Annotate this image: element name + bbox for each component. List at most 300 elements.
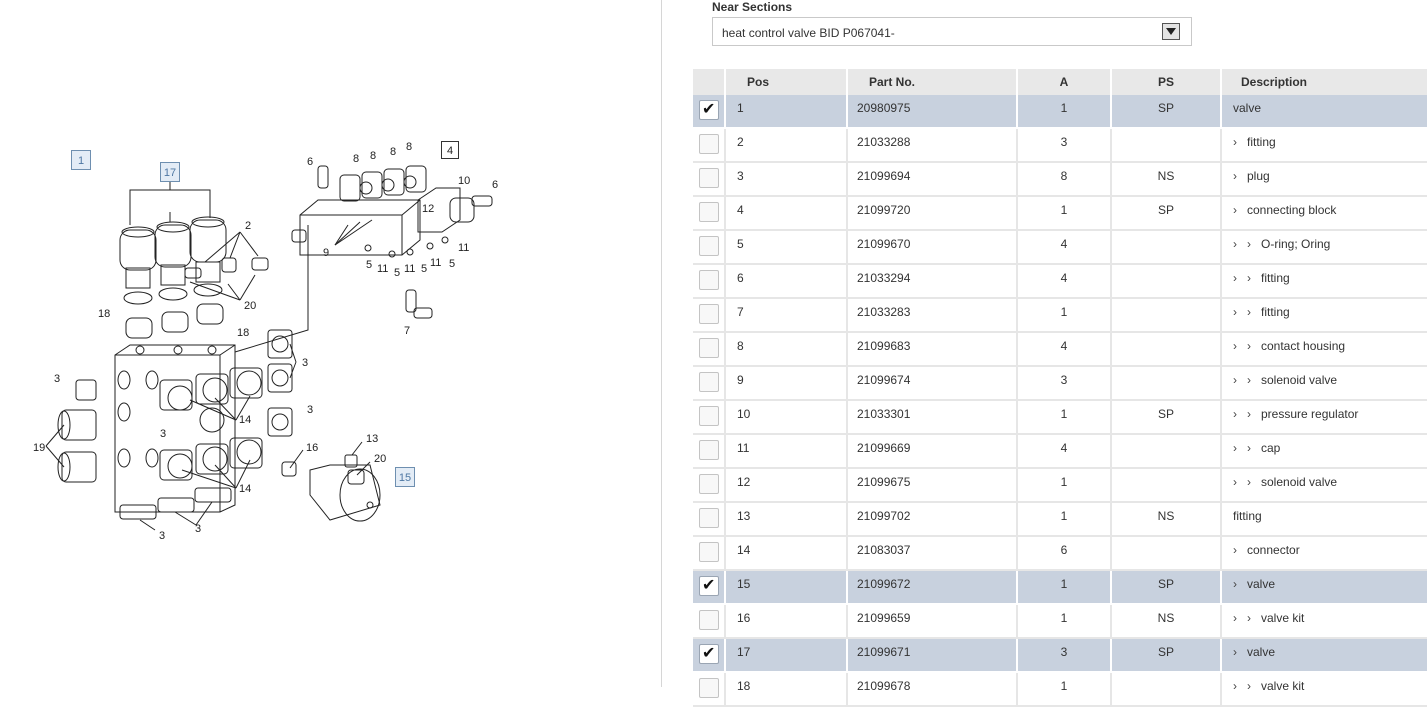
checkmark-icon: ✔ <box>702 645 716 662</box>
diagram-label: 14 <box>239 414 252 426</box>
cell-description <box>1221 332 1427 366</box>
description-wrap <box>1222 639 1427 659</box>
cell-ps-text <box>1112 367 1220 373</box>
description-text: cap <box>1261 441 1281 455</box>
table-row[interactable] <box>693 468 1427 502</box>
diagram-label: 8 <box>370 150 377 162</box>
table-row[interactable] <box>693 298 1427 332</box>
cell-quantity-text: 1 <box>1060 305 1068 319</box>
row-select-cell <box>693 298 725 332</box>
cell-ps <box>1111 502 1221 536</box>
cell-part-no-text: 21099672 <box>857 577 911 591</box>
cell-pos <box>725 162 847 196</box>
cell-ps-text: SP <box>1157 203 1174 217</box>
diagram-label: 6 <box>492 179 499 191</box>
diagram-label: 11 <box>404 263 416 275</box>
diagram-label: 5 <box>366 259 373 271</box>
row-checkbox[interactable] <box>699 576 719 596</box>
row-checkbox[interactable] <box>699 372 719 392</box>
exploded-diagram-pane <box>0 0 662 687</box>
description-wrap <box>1222 401 1427 421</box>
description-wrap <box>1222 469 1427 489</box>
chevron-right-icon: › <box>1233 577 1237 591</box>
cell-ps-text <box>1112 435 1220 441</box>
description-wrap <box>1222 95 1427 115</box>
table-row[interactable] <box>693 196 1427 230</box>
diagram-label: 20 <box>374 453 387 465</box>
cell-pos-text: 15 <box>737 577 751 591</box>
description-text: valve kit <box>1261 611 1305 625</box>
cell-pos-text: 11 <box>737 441 750 455</box>
diagram-label: 6 <box>307 156 314 168</box>
chevron-right-icon: › <box>1247 373 1251 387</box>
cell-pos <box>725 264 847 298</box>
cell-ps-text <box>1112 333 1220 339</box>
near-sections-label: Near Sections <box>712 0 793 14</box>
cell-pos <box>725 604 847 638</box>
row-checkbox[interactable] <box>699 134 719 154</box>
chevron-right-icon: › <box>1247 407 1251 421</box>
row-select-cell <box>693 604 725 638</box>
diagram-label: 11 <box>458 242 470 254</box>
chevron-right-icon: › <box>1233 475 1237 489</box>
cell-ps <box>1111 570 1221 604</box>
cell-description <box>1221 468 1427 502</box>
table-row[interactable] <box>693 366 1427 400</box>
description-wrap <box>1222 673 1427 693</box>
cell-pos <box>725 196 847 230</box>
cell-part-no <box>847 570 1017 604</box>
row-checkbox[interactable] <box>699 644 719 664</box>
cell-quantity <box>1017 604 1111 638</box>
cell-pos <box>725 468 847 502</box>
cell-ps-text: NS <box>1157 509 1175 523</box>
description-text: solenoid valve <box>1261 475 1338 489</box>
cell-part-no-text: 21033283 <box>857 305 911 319</box>
cell-part-no-text: 21033294 <box>857 271 911 285</box>
cell-quantity-text: 3 <box>1060 373 1068 387</box>
chevron-right-icon: › <box>1247 475 1251 489</box>
cell-part-no-text: 21099669 <box>857 441 911 455</box>
description-wrap <box>1222 571 1427 591</box>
cell-pos-text: 10 <box>737 407 751 421</box>
description-wrap <box>1222 231 1427 251</box>
description-wrap <box>1222 163 1427 183</box>
row-select-cell <box>693 332 725 366</box>
cell-pos-text: 5 <box>737 237 744 251</box>
diagram-label: 3 <box>195 523 202 535</box>
description-wrap <box>1222 299 1427 319</box>
cell-quantity-text: 1 <box>1060 577 1068 591</box>
row-checkbox[interactable] <box>699 508 719 528</box>
row-checkbox[interactable] <box>699 440 719 460</box>
chevron-right-icon: › <box>1233 339 1237 353</box>
chevron-right-icon: › <box>1233 271 1237 285</box>
cell-part-no-text: 21099702 <box>857 509 911 523</box>
near-sections-selected-value: heat control valve BID P067041- <box>722 26 895 40</box>
cell-quantity-text: 6 <box>1060 543 1068 557</box>
description-text: pressure regulator <box>1261 407 1359 421</box>
cell-quantity <box>1017 434 1111 468</box>
cell-description <box>1221 570 1427 604</box>
dropdown-arrow-button[interactable] <box>1162 23 1180 40</box>
chevron-right-icon: › <box>1233 543 1237 557</box>
cell-description <box>1221 366 1427 400</box>
row-checkbox[interactable] <box>699 406 719 426</box>
table-row[interactable] <box>693 638 1427 672</box>
chevron-right-icon: › <box>1233 645 1237 659</box>
cell-ps-text: NS <box>1157 611 1175 625</box>
cell-part-no <box>847 434 1017 468</box>
cell-ps <box>1111 468 1221 502</box>
cell-ps-text <box>1112 231 1220 237</box>
chevron-right-icon: › <box>1233 169 1237 183</box>
cell-ps <box>1111 332 1221 366</box>
cell-pos <box>725 570 847 604</box>
chevron-right-icon: › <box>1233 611 1237 625</box>
diagram-label: 19 <box>33 442 46 454</box>
cell-pos-text: 1 <box>737 101 744 115</box>
cell-pos-text: 7 <box>737 305 744 319</box>
cell-part-no <box>847 672 1017 706</box>
cell-description <box>1221 434 1427 468</box>
chevron-right-icon: › <box>1233 373 1237 387</box>
description-text: fitting <box>1233 509 1262 523</box>
row-checkbox[interactable] <box>699 542 719 562</box>
row-checkbox[interactable] <box>699 270 719 290</box>
callout-4[interactable]: 4 <box>441 141 459 159</box>
chevron-right-icon: › <box>1233 135 1237 149</box>
diagram-label: 16 <box>306 442 319 454</box>
diagram-label: 9 <box>323 247 330 259</box>
row-checkbox[interactable] <box>699 304 719 324</box>
cell-ps-text <box>1112 673 1220 679</box>
row-select-cell <box>693 638 725 672</box>
cell-quantity-text: 3 <box>1060 645 1068 659</box>
description-text: O-ring; Oring <box>1261 237 1331 251</box>
header-description[interactable]: Description <box>1221 69 1427 95</box>
cell-ps <box>1111 638 1221 672</box>
checkmark-icon: ✔ <box>702 101 716 118</box>
description-text: valve kit <box>1261 679 1305 693</box>
row-select-cell <box>693 366 725 400</box>
cell-description <box>1221 264 1427 298</box>
cell-quantity-text: 4 <box>1060 441 1068 455</box>
cell-quantity <box>1017 400 1111 434</box>
diagram-label: 3 <box>160 428 167 440</box>
cell-description <box>1221 604 1427 638</box>
row-checkbox[interactable] <box>699 168 719 188</box>
cell-ps-text <box>1112 265 1220 271</box>
cell-description <box>1221 400 1427 434</box>
cell-part-no <box>847 468 1017 502</box>
row-select-cell <box>693 230 725 264</box>
cell-quantity-text: 1 <box>1060 203 1068 217</box>
row-select-cell <box>693 570 725 604</box>
cell-part-no <box>847 230 1017 264</box>
chevron-right-icon: › <box>1233 407 1237 421</box>
cell-ps <box>1111 604 1221 638</box>
description-text: connecting block <box>1247 203 1337 217</box>
chevron-right-icon: › <box>1247 339 1251 353</box>
diagram-label: 8 <box>353 153 360 165</box>
cell-pos <box>725 536 847 570</box>
diagram-label: 14 <box>239 483 252 495</box>
diagram-label: 2 <box>245 220 252 232</box>
cell-pos-text: 18 <box>737 679 751 693</box>
chevron-down-icon <box>1166 28 1176 35</box>
cell-quantity <box>1017 230 1111 264</box>
cell-quantity-text: 4 <box>1060 271 1068 285</box>
diagram-label: 5 <box>421 263 428 275</box>
row-select-cell <box>693 468 725 502</box>
cell-pos <box>725 366 847 400</box>
table-row[interactable] <box>693 502 1427 536</box>
header-ps[interactable]: PS <box>1111 69 1221 95</box>
row-select-cell <box>693 536 725 570</box>
cell-quantity <box>1017 128 1111 162</box>
cell-pos-text: 6 <box>737 271 744 285</box>
chevron-right-icon: › <box>1247 611 1251 625</box>
cell-ps-text: SP <box>1157 577 1174 591</box>
header-a[interactable]: A <box>1017 69 1111 95</box>
cell-pos <box>725 638 847 672</box>
cell-quantity-text: 4 <box>1060 339 1068 353</box>
cell-description <box>1221 672 1427 706</box>
row-checkbox[interactable] <box>699 236 719 256</box>
table-row[interactable] <box>693 230 1427 264</box>
cell-quantity <box>1017 264 1111 298</box>
header-pos[interactable]: Pos <box>725 69 847 95</box>
row-select-cell <box>693 162 725 196</box>
description-text: fitting <box>1261 305 1290 319</box>
cell-quantity <box>1017 95 1111 128</box>
parts-list-pane <box>662 0 1427 693</box>
cell-description <box>1221 638 1427 672</box>
cell-pos <box>725 672 847 706</box>
cell-ps <box>1111 434 1221 468</box>
table-row[interactable] <box>693 672 1427 706</box>
chevron-right-icon: › <box>1233 679 1237 693</box>
chevron-right-icon: › <box>1247 679 1251 693</box>
table-row[interactable] <box>693 570 1427 604</box>
cell-pos-text: 16 <box>737 611 751 625</box>
cell-ps-text: SP <box>1157 101 1174 115</box>
description-wrap <box>1222 129 1427 149</box>
cell-part-no <box>847 638 1017 672</box>
row-select-cell <box>693 502 725 536</box>
diagram-label: 18 <box>237 327 250 339</box>
description-text: valve <box>1233 101 1262 115</box>
table-row[interactable] <box>693 128 1427 162</box>
cell-pos <box>725 128 847 162</box>
cell-description <box>1221 536 1427 570</box>
cell-ps-text <box>1112 129 1220 135</box>
checkmark-icon: ✔ <box>702 577 716 594</box>
cell-pos-text: 12 <box>737 475 751 489</box>
cell-ps <box>1111 162 1221 196</box>
cell-description <box>1221 128 1427 162</box>
cell-pos-text: 8 <box>737 339 744 353</box>
header-part-no[interactable]: Part No. <box>847 69 1017 95</box>
cell-pos <box>725 95 847 128</box>
row-checkbox[interactable] <box>699 338 719 358</box>
cell-pos-text: 13 <box>737 509 751 523</box>
cell-pos-text: 3 <box>737 169 744 183</box>
cell-description <box>1221 196 1427 230</box>
callout-17[interactable]: 17 <box>160 162 180 182</box>
chevron-right-icon: › <box>1233 441 1237 455</box>
cell-part-no <box>847 128 1017 162</box>
description-wrap <box>1222 265 1427 285</box>
diagram-label: 10 <box>458 175 471 187</box>
parts-table <box>693 69 1427 707</box>
cell-part-no-text: 21099720 <box>857 203 911 217</box>
callout-1[interactable]: 1 <box>71 150 91 170</box>
cell-quantity <box>1017 162 1111 196</box>
description-wrap <box>1222 197 1427 217</box>
cell-part-no-text: 21099694 <box>857 169 911 183</box>
cell-part-no-text: 21099678 <box>857 679 911 693</box>
row-select-cell <box>693 264 725 298</box>
cell-description <box>1221 230 1427 264</box>
diagram-label: 8 <box>406 141 413 153</box>
diagram-label: 12 <box>422 203 435 215</box>
table-row[interactable] <box>693 400 1427 434</box>
cell-quantity <box>1017 672 1111 706</box>
cell-part-no-text: 21099683 <box>857 339 911 353</box>
cell-part-no-text: 21099671 <box>857 645 911 659</box>
cell-pos <box>725 434 847 468</box>
table-row[interactable] <box>693 604 1427 638</box>
cell-ps <box>1111 95 1221 128</box>
cell-quantity-text: 1 <box>1060 101 1068 115</box>
cell-part-no-text: 21099675 <box>857 475 911 489</box>
table-row[interactable] <box>693 162 1427 196</box>
diagram-label: 3 <box>307 404 314 416</box>
row-checkbox[interactable] <box>699 202 719 222</box>
cell-description <box>1221 95 1427 128</box>
row-checkbox[interactable] <box>699 678 719 698</box>
row-checkbox[interactable] <box>699 474 719 494</box>
cell-quantity-text: 1 <box>1060 509 1068 523</box>
cell-pos-text: 17 <box>737 645 751 659</box>
description-wrap <box>1222 605 1427 625</box>
row-select-cell <box>693 196 725 230</box>
table-row[interactable] <box>693 264 1427 298</box>
diagram-label: 3 <box>54 373 61 385</box>
cell-ps-text: SP <box>1157 407 1174 421</box>
cell-ps <box>1111 230 1221 264</box>
cell-pos-text: 14 <box>737 543 751 557</box>
cell-pos-text: 9 <box>737 373 744 387</box>
cell-pos <box>725 298 847 332</box>
cell-quantity <box>1017 638 1111 672</box>
cell-quantity <box>1017 570 1111 604</box>
table-row[interactable] <box>693 536 1427 570</box>
table-row[interactable] <box>693 332 1427 366</box>
cell-ps <box>1111 672 1221 706</box>
diagram-label: 5 <box>449 258 456 270</box>
diagram-label: 5 <box>394 267 401 279</box>
near-sections-dropdown[interactable] <box>712 17 1192 46</box>
callout-15[interactable]: 15 <box>395 467 415 487</box>
table-row[interactable] <box>693 95 1427 128</box>
cell-quantity <box>1017 468 1111 502</box>
cell-ps <box>1111 264 1221 298</box>
description-text: plug <box>1247 169 1270 183</box>
cell-pos-text: 2 <box>737 135 744 149</box>
row-select-cell <box>693 672 725 706</box>
cell-pos <box>725 400 847 434</box>
row-checkbox[interactable] <box>699 100 719 120</box>
cell-part-no <box>847 604 1017 638</box>
description-text: solenoid valve <box>1261 373 1338 387</box>
description-text: fitting <box>1247 135 1276 149</box>
diagram-label: 11 <box>430 257 442 269</box>
cell-part-no-text: 21099659 <box>857 611 911 625</box>
cell-description <box>1221 502 1427 536</box>
cell-ps-text <box>1112 537 1220 543</box>
diagram-label: 3 <box>159 530 166 542</box>
cell-pos-text: 4 <box>737 203 744 217</box>
header-select <box>693 69 725 95</box>
cell-quantity-text: 4 <box>1060 237 1068 251</box>
chevron-right-icon: › <box>1233 305 1237 319</box>
diagram-label: 7 <box>404 325 411 337</box>
chevron-right-icon: › <box>1233 237 1237 251</box>
cell-quantity-text: 3 <box>1060 135 1068 149</box>
cell-ps <box>1111 298 1221 332</box>
cell-quantity <box>1017 366 1111 400</box>
cell-part-no-text: 21099674 <box>857 373 911 387</box>
cell-quantity <box>1017 536 1111 570</box>
row-select-cell <box>693 400 725 434</box>
row-checkbox[interactable] <box>699 610 719 630</box>
description-text: valve <box>1247 645 1276 659</box>
cell-part-no <box>847 332 1017 366</box>
diagram-label: 3 <box>302 357 309 369</box>
cell-quantity <box>1017 332 1111 366</box>
chevron-right-icon: › <box>1247 441 1251 455</box>
description-wrap <box>1222 503 1427 523</box>
table-row[interactable] <box>693 434 1427 468</box>
cell-quantity-text: 1 <box>1060 407 1068 421</box>
cell-ps-text: SP <box>1157 645 1174 659</box>
cell-part-no <box>847 95 1017 128</box>
description-wrap <box>1222 333 1427 353</box>
cell-ps <box>1111 196 1221 230</box>
description-wrap <box>1222 537 1427 557</box>
cell-ps-text: NS <box>1157 169 1175 183</box>
description-text: contact housing <box>1261 339 1346 353</box>
description-wrap <box>1222 367 1427 387</box>
cell-ps <box>1111 400 1221 434</box>
cell-quantity-text: 1 <box>1060 475 1068 489</box>
row-select-cell <box>693 95 725 128</box>
diagram-label: 20 <box>244 300 257 312</box>
cell-part-no <box>847 264 1017 298</box>
row-select-cell <box>693 128 725 162</box>
cell-part-no-text: 21033301 <box>857 407 911 421</box>
cell-ps <box>1111 128 1221 162</box>
exploded-parts-diagram <box>0 0 661 687</box>
cell-part-no <box>847 196 1017 230</box>
cell-ps-text <box>1112 469 1220 475</box>
cell-ps-text <box>1112 299 1220 305</box>
chevron-right-icon: › <box>1247 271 1251 285</box>
cell-quantity <box>1017 196 1111 230</box>
